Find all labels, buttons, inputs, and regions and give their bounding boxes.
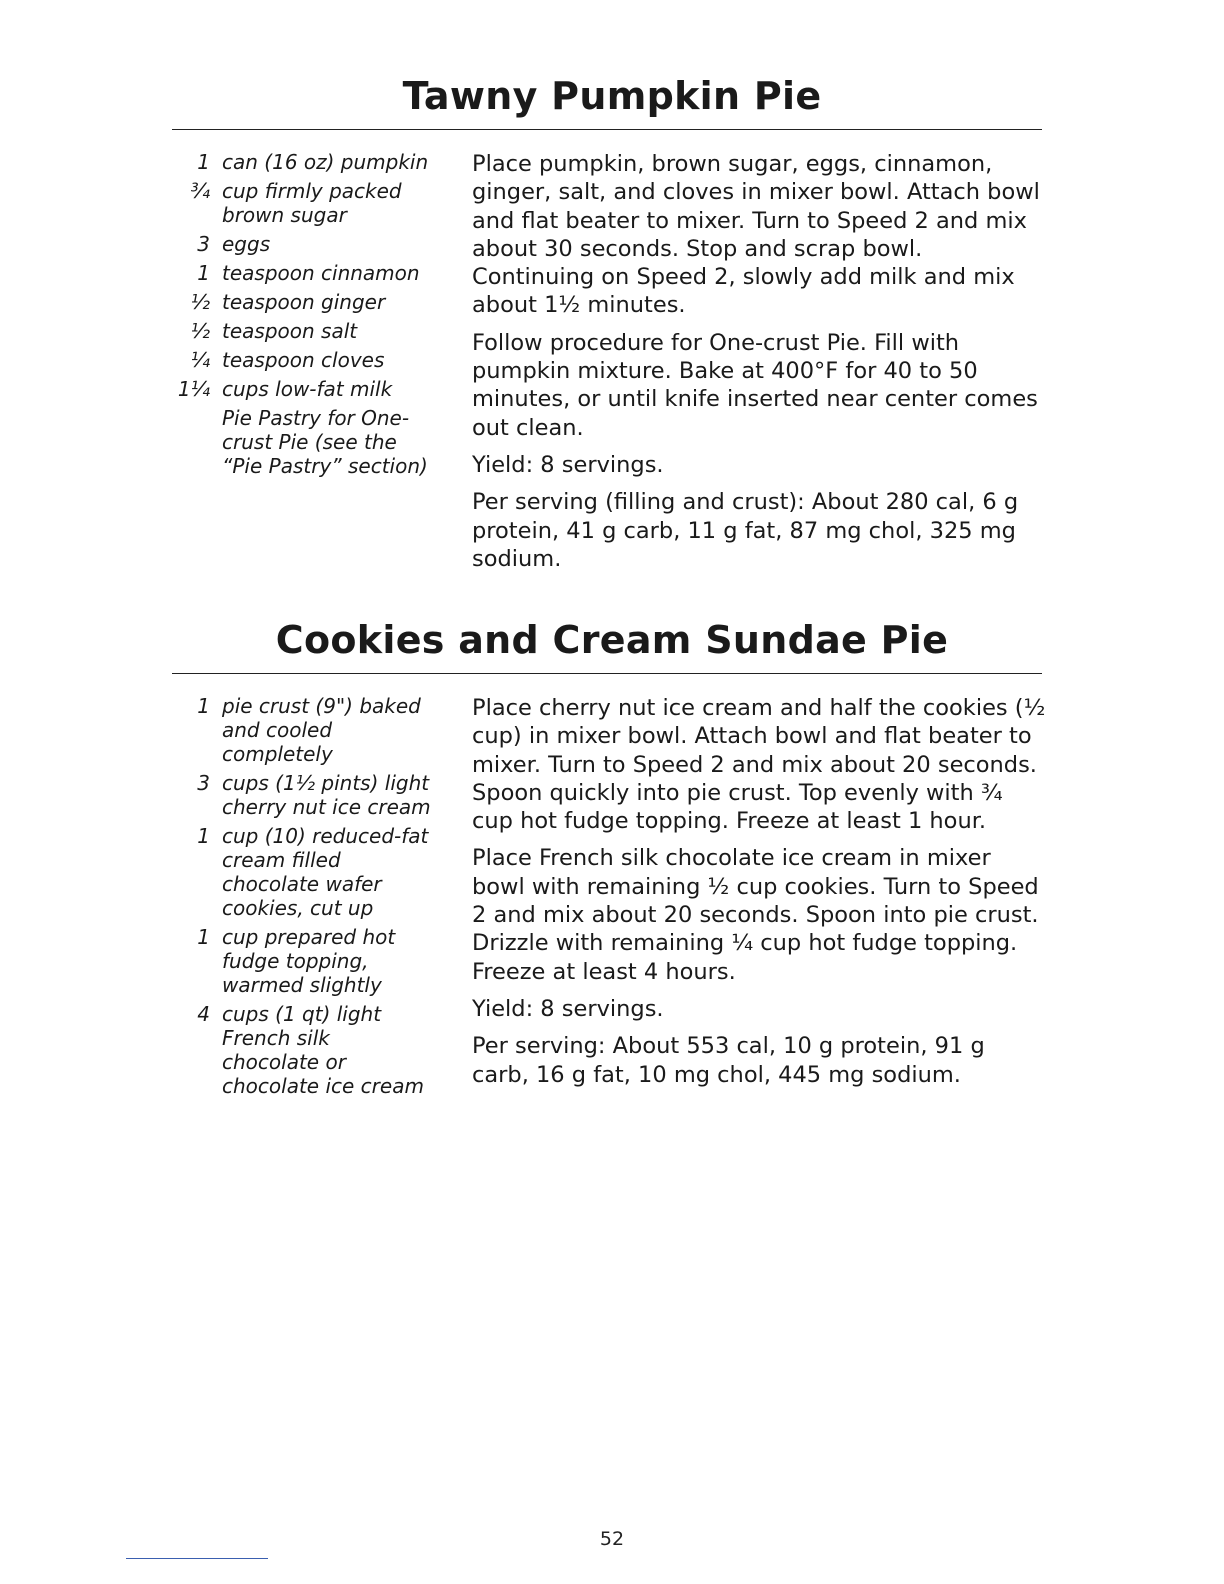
ingredient-item: 4 cups (1 qt) light French silk chocolate or chocolate ice cream: [197, 1002, 424, 1098]
method-paragraph: Place pumpkin, brown sugar, eggs, cinnamon, ginger, salt, and cloves in mixer bowl. Attach bowl and flat beater to mixer. Turn to Speed 2 and mix about 30 seconds. Stop and scrap bowl. Continuing on Speed 2, slowly add milk and mix about 1½ minutes.: [472, 151, 1040, 319]
footer-rule: [126, 1558, 268, 1559]
ingredient-item: 1 cup (10) reduced-fat cream filled chocolate wafer cookies, cut up: [197, 824, 429, 920]
ingredient-item: 1 pie crust (9") baked and cooled completely: [197, 694, 421, 766]
method-paragraph: Place cherry nut ice cream and half the cookies (½ cup) in mixer bowl. Attach bowl and flat beater to mixer. Turn to Speed 2 and mix about 20 seconds. Spoon quickly into pie crust. Top evenly with ¾ cup hot fudge topping. Freeze at least 1 hour.: [472, 695, 1046, 835]
ingredient-item: 1 teaspoon cinnamon: [197, 261, 420, 285]
method-paragraph: Place French silk chocolate ice cream in mixer bowl with remaining ½ cup cookies. Turn to Speed 2 and mix about 20 seconds. Spoon into pie crust. Drizzle with remaining ¼ cup hot fudge topping. Freeze at least 4 hours.: [472, 845, 1039, 985]
yield-text: Yield: 8 servings.: [472, 451, 664, 478]
ingredient-item: 1¼ cups low-fat milk: [177, 377, 393, 401]
ingredient-item: ½ teaspoon ginger: [190, 290, 386, 314]
ingredient-item: 3 cups (1½ pints) light cherry nut ice cream: [197, 771, 431, 819]
ingredient-item: 1 can (16 oz) pumpkin: [197, 150, 429, 174]
recipe-method: [472, 694, 1047, 1098]
recipe-method: [472, 150, 1047, 582]
nutrition-text: Per serving: About 553 cal, 10 g protein, 91 g carb, 16 g fat, 10 mg chol, 445 mg sodium.: [472, 1033, 985, 1088]
ingredient-item: ¾ cup firmly packed brown sugar: [190, 179, 402, 227]
nutrition-text: Per serving (filling and crust): About 280 cal, 6 g protein, 41 g carb, 11 g fat, 87 mg chol, 325 mg sodium.: [472, 489, 1019, 572]
ingredient-list: [172, 150, 452, 483]
recipe-title: Cookies and Cream Sundae Pie: [275, 618, 949, 662]
page-number: 52: [599, 1528, 625, 1550]
title-divider: [172, 129, 1042, 130]
ingredient-list: [172, 694, 452, 1103]
method-paragraph: Follow procedure for One-crust Pie. Fill with pumpkin mixture. Bake at 400°F for 40 to 50 minutes, or until knife inserted near center comes out clean.: [472, 329, 1038, 441]
ingredient-item: ¼ teaspoon cloves: [190, 348, 385, 372]
recipe-title: Tawny Pumpkin Pie: [402, 74, 822, 118]
title-divider: [172, 673, 1042, 674]
ingredient-item: 1 cup prepared hot fudge topping, warmed slightly: [197, 925, 396, 997]
ingredient-item: 3 eggs: [197, 232, 271, 256]
ingredient-item: Pie Pastry for One-crust Pie (see the “Pie Pastry” section): [222, 406, 428, 478]
yield-text: Yield: 8 servings.: [472, 995, 664, 1022]
ingredient-item: ½ teaspoon salt: [190, 319, 358, 343]
